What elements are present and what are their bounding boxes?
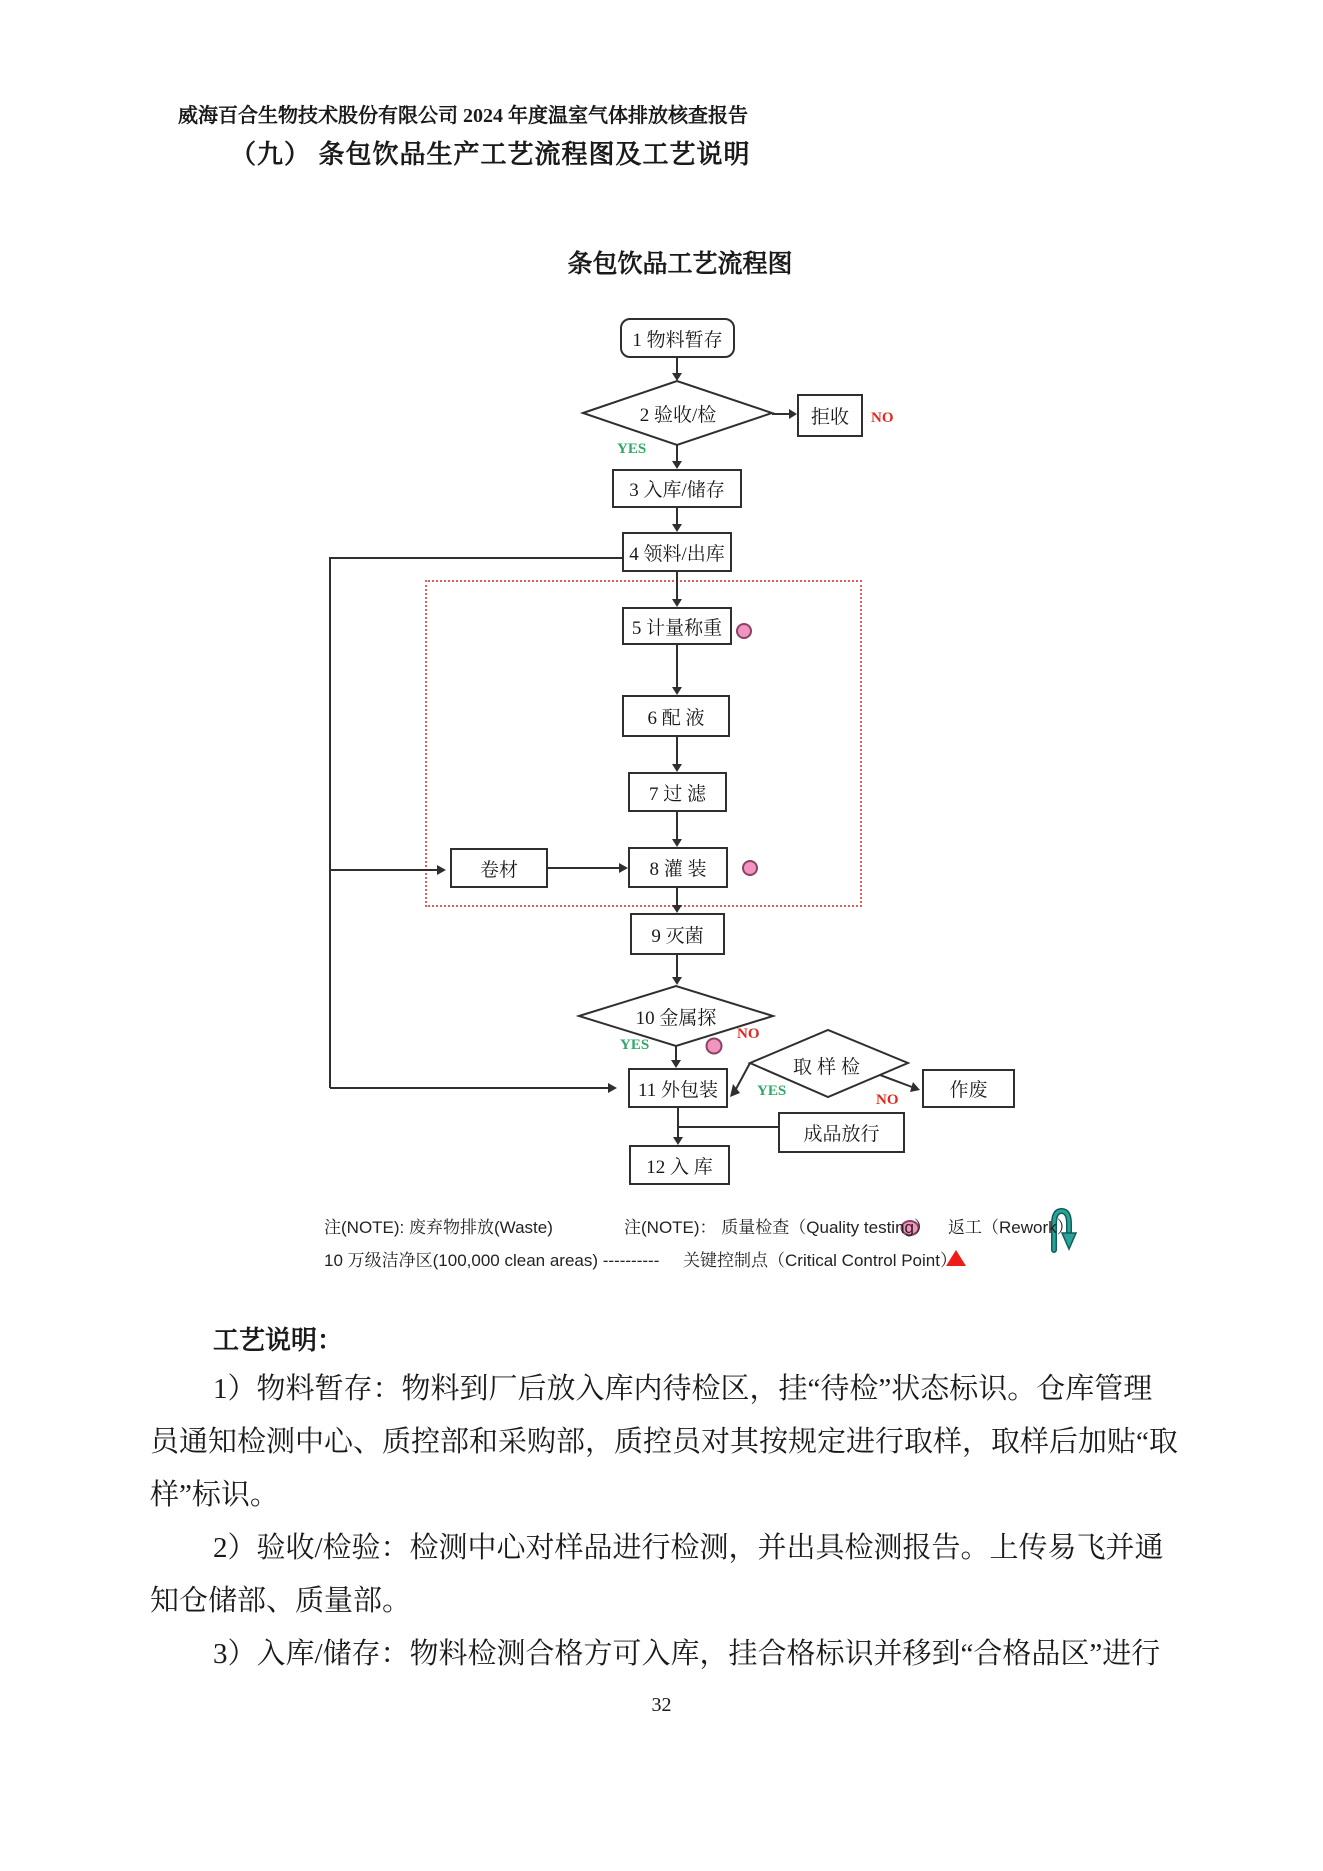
- node-outer-packaging: 11 外包装: [628, 1068, 728, 1108]
- report-header: 威海百合生物技术股份有限公司 2024 年度温室气体排放核查报告: [178, 105, 748, 127]
- node-warehousing-storage: 3 入库/储存: [612, 469, 742, 508]
- quality-check-circle-icon: [707, 1039, 722, 1054]
- node-filling: 8 灌 装: [628, 847, 728, 888]
- node-material-staging: 1 物料暂存: [620, 318, 735, 358]
- node-metal-detect-label: 10 金属探: [635, 1008, 717, 1029]
- node-sampling-check-label: 取样检: [792, 1057, 865, 1078]
- sampling-no-label: NO: [876, 1092, 899, 1108]
- node-reject: 拒收: [797, 394, 863, 437]
- node-liquid-preparation: 6 配 液: [622, 695, 730, 737]
- node-product-release: 成品放行: [778, 1112, 905, 1153]
- process-description-line: 3）入库/储存：物料检测合格方可入库，挂合格标识并移到“合格品区”进行: [213, 1638, 1161, 1670]
- node-filtration: 7 过 滤: [628, 772, 727, 812]
- node-final-warehousing: 12 入 库: [629, 1145, 730, 1185]
- process-description-line: 2）验收/检验：检测中心对样品进行检测，并出具检测报告。上传易飞并通: [213, 1532, 1164, 1564]
- legend-critical-point-note: 关键控制点（Critical Control Point）: [683, 1251, 957, 1270]
- node-roll-material: 卷材: [450, 848, 548, 888]
- process-description-line: 1）物料暂存：物料到厂后放入库内待检区，挂“待检”状态标识。仓库管理: [213, 1373, 1153, 1405]
- node-material-issue: 4 领料/出库: [622, 532, 732, 572]
- quality-check-circle-icon: [743, 861, 757, 875]
- process-description-line: 样”标识。: [150, 1479, 279, 1511]
- receiving-no-label: NO: [871, 410, 894, 426]
- page-number: 32: [651, 1694, 672, 1716]
- legend-waste-note: 注(NOTE): 废弃物排放(Waste): [324, 1218, 553, 1237]
- receiving-yes-label: YES: [617, 441, 647, 457]
- legend-rework-note: 返工（Rework）: [948, 1218, 1074, 1237]
- node-weighing: 5 计量称重: [622, 607, 732, 645]
- quality-check-circle-icon: [737, 624, 751, 638]
- node-sterilization: 9 灭菌: [630, 913, 725, 955]
- process-description-line: 员通知检测中心、质控部和采购部，质控员对其按规定进行取样，取样后加贴“取: [150, 1426, 1178, 1458]
- section-title: （九） 条包饮品生产工艺流程图及工艺说明: [230, 140, 751, 169]
- metal-no-label: NO: [737, 1026, 760, 1042]
- metal-yes-label: YES: [620, 1037, 650, 1053]
- process-description-heading: 工艺说明：: [213, 1326, 344, 1355]
- legend-clean-area-note: 10 万级洁净区(100,000 clean areas) ----------: [324, 1251, 660, 1270]
- legend-quality-note: 注(NOTE)： 质量检查（Quality testing）: [624, 1218, 931, 1237]
- node-receiving-check-label: 2 验收/检: [639, 405, 717, 426]
- node-discard: 作废: [922, 1069, 1015, 1108]
- flowchart-title: 条包饮品工艺流程图: [567, 251, 793, 278]
- process-description-line: 知仓储部、质量部。: [150, 1585, 412, 1617]
- sampling-yes-label: YES: [757, 1083, 787, 1099]
